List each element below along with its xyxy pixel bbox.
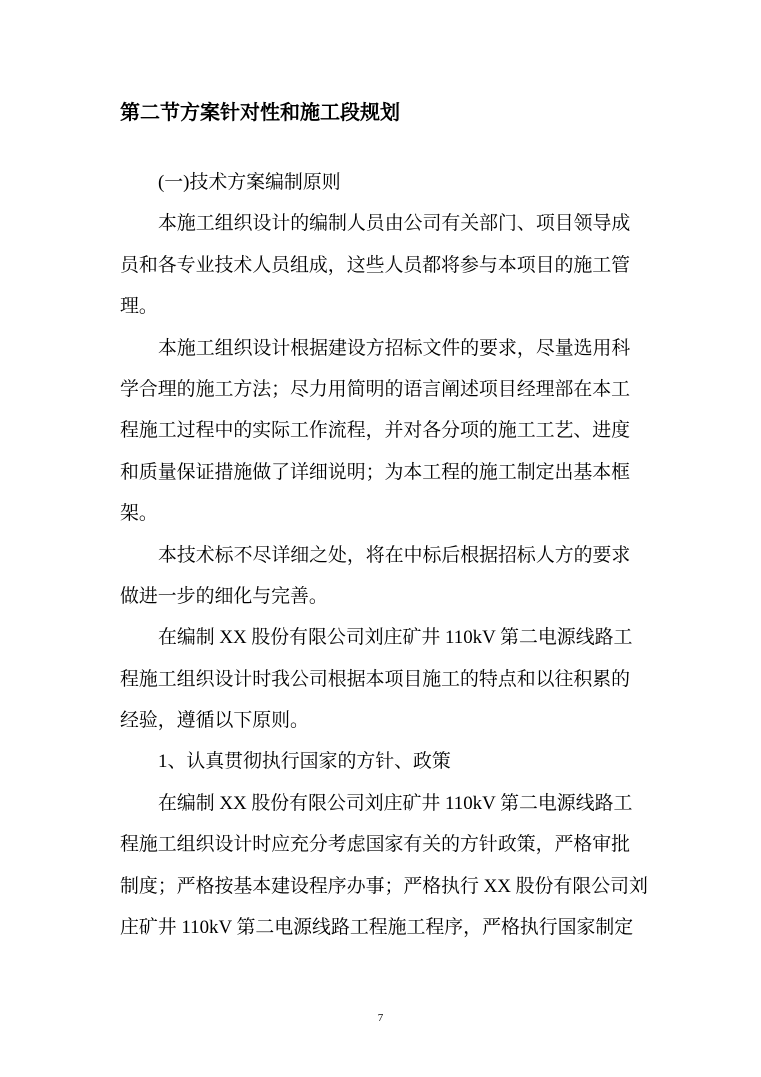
text-line: 本施工组织设计的编制人员由公司有关部门、项目领导成 <box>158 213 631 235</box>
text-line: 本技术标不尽详细之处，将在中标后根据招标人方的要求 <box>158 544 631 566</box>
text-line: 本施工组织设计根据建设方招标文件的要求，尽量选用科 <box>158 337 631 359</box>
text-line: 和质量保证措施做了详细说明；为本工程的施工制定出基本框 <box>120 461 631 483</box>
text-line: 制度；严格按基本建设程序办事；严格执行 XX 股份有限公司刘 <box>120 875 648 897</box>
document-body <box>120 162 648 948</box>
text-line: 程施工过程中的实际工作流程，并对各分项的施工工艺、进度 <box>120 420 631 442</box>
text-line: 庄矿井 110kV 第二电源线路工程施工程序，严格执行国家制定 <box>120 917 634 939</box>
list-heading: 1、认真贯彻执行国家的方针、政策 <box>158 751 451 773</box>
section-title: 第二节方案针对性和施工段规划 <box>120 102 400 124</box>
page-number: 7 <box>377 1012 384 1024</box>
text-line: 程施工组织设计时我公司根据本项目施工的特点和以往积累的 <box>120 668 631 690</box>
text-line: 架。 <box>120 503 158 525</box>
text-line: 理。 <box>120 296 158 318</box>
text-line: 经验，遵循以下原则。 <box>120 710 309 732</box>
text-line: 员和各专业技术人员组成，这些人员都将参与本项目的施工管 <box>120 254 631 276</box>
text-line: 学合理的施工方法；尽力用简明的语言阐述项目经理部在本工 <box>120 378 631 400</box>
text-line: 在编制 XX 股份有限公司刘庄矿井 110kV 第二电源线路工 <box>158 627 633 649</box>
text-line: 做进一步的细化与完善。 <box>120 585 328 607</box>
text-line: 在编制 XX 股份有限公司刘庄矿井 110kV 第二电源线路工 <box>158 792 633 814</box>
subheading: (一)技术方案编制原则 <box>158 172 341 193</box>
text-line: 程施工组织设计时应充分考虑国家有关的方针政策，严格审批 <box>120 834 631 856</box>
